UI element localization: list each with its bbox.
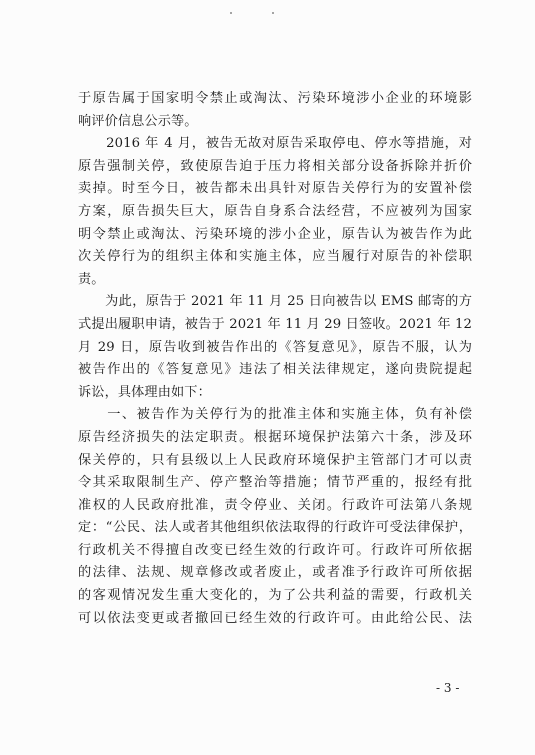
text-line: 被告作出的《答复意见》违法了相关法律规定，遂向贵院提起	[78, 362, 472, 378]
text-line: 式提出履职申请，被告于 2021 年 11 月 29 日签收。2021 年 12	[78, 316, 472, 332]
text-line: 可以依法变更或者撤回已经生效的行政许可。由此给公民、法	[78, 610, 472, 626]
text-line: 定：“公民、法人或者其他组织依法取得的行政许可受法律保护，	[78, 520, 472, 536]
text-line: 月 29 日，原告收到被告作出的《答复意见》，原告不服，认为	[78, 339, 472, 355]
text-line: 的法律、法规、规章修改或者废止，或者准予行政许可所依据	[78, 565, 472, 581]
text-line: 保关停的，只有县级以上人民政府环境保护主管部门才可以责	[78, 452, 472, 468]
text-line: 卖掉。时至今日，被告都未出具针对原告关停行为的安置补偿	[78, 181, 472, 197]
text-line: 方案，原告损失巨大，原告自身系合法经营，不应被列为国家	[78, 203, 472, 219]
text-line: 原告强制关停，致使原告迫于压力将相关部分设备拆除并折价	[78, 158, 472, 174]
text-line: 责。	[78, 271, 105, 287]
text-line: 行政机关不得擅自改变已经生效的行政许可。行政许可所依据	[78, 542, 472, 558]
text-line: 2016 年 4 月，被告无故对原告采取停电、停水等措施，对	[78, 136, 472, 152]
body-text	[78, 88, 472, 630]
text-line: 次关停行为的组织主体和实施主体，应当履行对原告的补偿职	[78, 249, 472, 265]
text-line: 的客观情况发生重大变化的，为了公共利益的需要，行政机关	[78, 588, 472, 604]
scan-marks	[230, 12, 290, 16]
page-number: - 3 -	[436, 681, 460, 695]
text-line: 令其采取限制生产、停产整治等措施；情节严重的，报经有批	[78, 475, 472, 491]
text-line: 明令禁止或淘汰、污染环境的涉小企业，原告认为被告作为此	[78, 226, 472, 242]
text-line: 原告经济损失的法定职责。根据环境保护法第六十条，涉及环	[78, 429, 472, 445]
text-line: 响评价信息公示等。	[78, 113, 198, 129]
text-line: 一、被告作为关停行为的批准主体和实施主体，负有补偿	[78, 407, 472, 423]
text-line: 诉讼，具体理由如下：	[78, 384, 211, 400]
text-line: 于原告属于国家明令禁止或淘汰、污染环境涉小企业的环境影	[78, 91, 472, 106]
text-line: 准权的人民政府批准，责令停业、关闭。行政许可法第八条规	[78, 497, 472, 513]
text-line: 为此，原告于 2021 年 11 月 25 日向被告以 EMS 邮寄的方	[78, 294, 472, 310]
